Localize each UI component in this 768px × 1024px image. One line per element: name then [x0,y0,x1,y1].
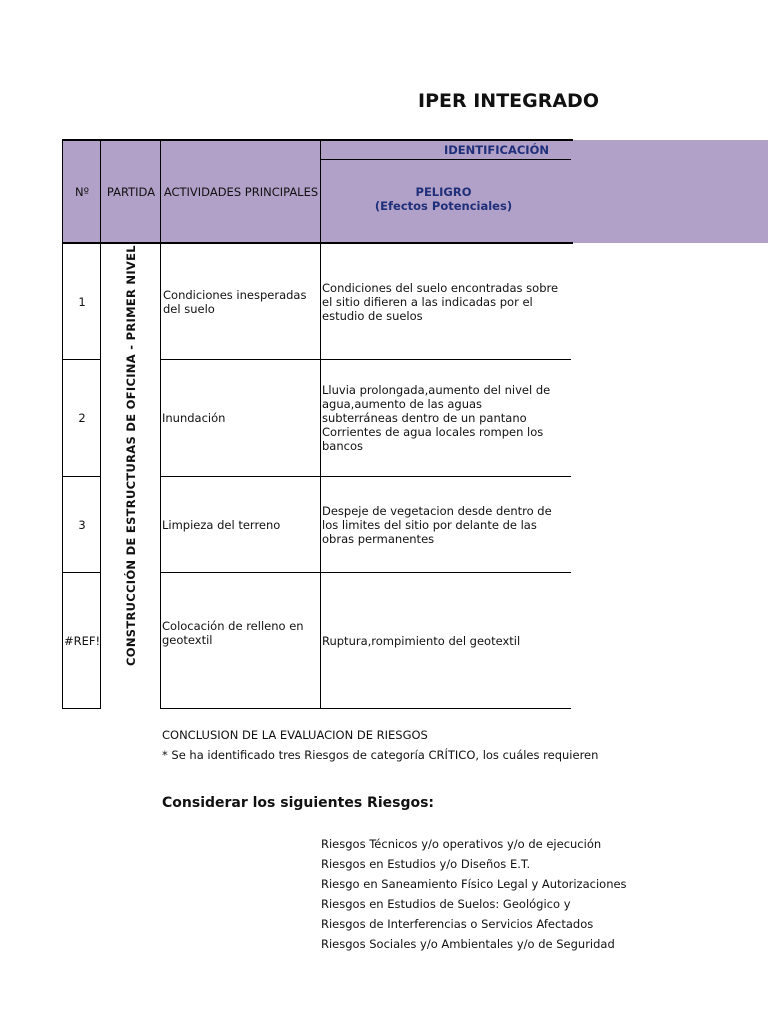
grid-line [63,708,101,709]
row-4-peligro: Ruptura,rompimiento del geotextil [322,633,521,648]
riesgo-item: Riesgos en Estudios y/o Diseños E.T. [321,857,531,871]
grid-line [320,139,321,709]
row-1-actividad: Condiciones inesperadas del suelo [163,287,307,316]
considerar-heading: Considerar los siguientes Riesgos: [162,795,435,811]
page-title: IPER INTEGRADO [418,90,599,112]
partida-vertical-label: CONSTRUCCIÓN DE ESTRUCTURAS DE OFICINA - PRIMER NIVEL [124,245,138,666]
riesgo-item: Riesgo en Saneamiento Físico Legal y Autorizaciones [321,877,627,891]
row-2-no: 2 [78,411,86,425]
header-actividades: ACTIVIDADES PRINCIPALES [161,140,321,243]
header-partida: PARTIDA [101,140,161,243]
riesgo-item: Riesgos en Estudios de Suelos: Geológico y [321,897,571,911]
row-1-no: 1 [78,294,86,309]
row-2-peligro: Lluvia prolongada,aumento del nivel de agua,aumento de las aguas subterráneas dentro de un pantano Corrientes de agua locales rompen los bancos [322,383,551,453]
grid-line [63,139,573,141]
header-band-right [566,140,768,243]
row-4-no: #REF! [63,633,101,648]
riesgo-item: Riesgos Técnicos y/o operativos y/o de ejecución [321,837,602,851]
header-no: Nº [63,140,101,243]
row-3-actividad: Limpieza del terreno [162,517,281,532]
grid-line [321,159,571,160]
conclusion-text: * Se ha identificado tres Riesgos de categoría CRÍTICO, los cuáles requieren [162,748,599,762]
row-2-actividad: Inundación [162,411,226,425]
row-3-no: 3 [78,517,86,532]
riesgo-item: Riesgos de Interferencias o Servicios Afectados [321,917,594,931]
header-peligro-cell [321,160,581,243]
riesgos-list [321,834,627,954]
grid-line [161,708,571,709]
grid-line [160,139,161,709]
header-identificacion: IDENTIFICACIÓN [321,140,581,159]
row-3-peligro: Despeje de vegetacion desde dentro de los limites del sitio por delante de las obras permanentes [322,503,552,546]
conclusion-title: CONCLUSION DE LA EVALUACION DE RIESGOS [162,728,428,742]
header-efectos: (Efectos Potenciales) [374,199,513,213]
row-4-actividad: Colocación de relleno en geotextil [162,619,304,647]
row-1-peligro: Condiciones del suelo encontradas sobre el sitio difieren a las indicadas por el estudio de suelos [322,280,559,323]
riesgo-item: Riesgos Sociales y/o Ambientales y/o de Seguridad [321,937,615,951]
header-peligro: PELIGRO [415,185,472,199]
